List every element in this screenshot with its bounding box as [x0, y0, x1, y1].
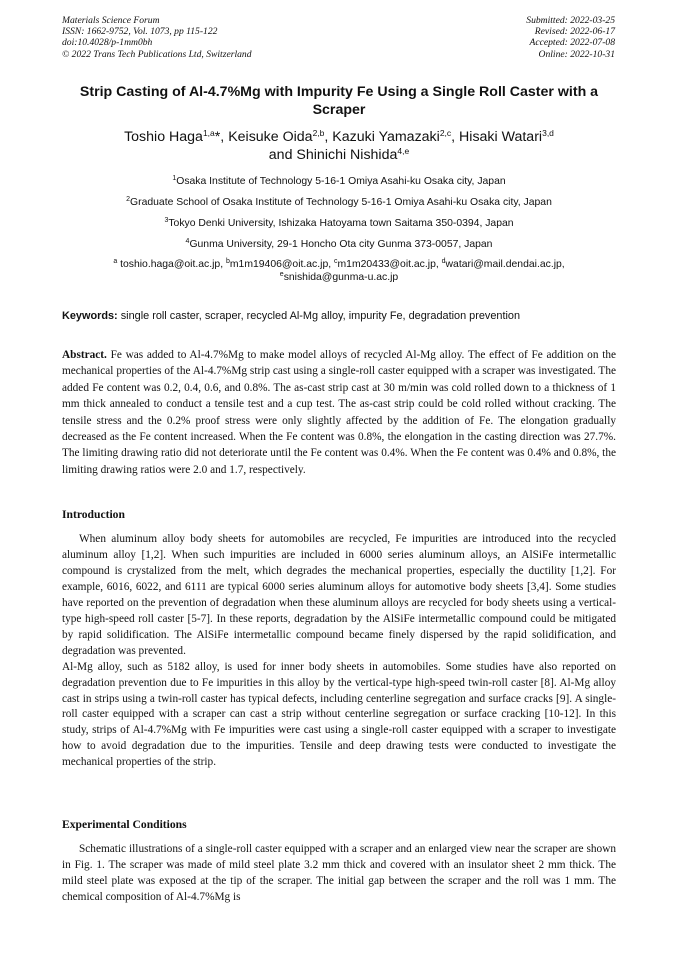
journal-name: Materials Science Forum [62, 15, 160, 26]
email-mark: b [225, 258, 230, 265]
author-name: Keisuke Oida [228, 129, 313, 145]
author-affiliation-mark: 3,d [542, 128, 554, 138]
affiliation-number: 2 [126, 196, 131, 203]
email-list: $^a$ toshio.haga@oit.ac.jp, $^b$m1m19406@oit.ac.jp, $^c$m1m20433@oit.ac.jp, $^d$watari@mail.dendai.ac.jp, $^e$snishida@gunma-u.ac.jp [113, 258, 565, 283]
journal-header-right [526, 15, 615, 60]
paragraph: When aluminum alloy body sheets for automobiles are recycled, Fe impurities are introduced into the recycled aluminum alloy [1,2]. When such impurities are included in 6000 series aluminum alloys, an AlSiFe intermetallic compound is crystalized from the melt, which degrades the mechanical properties, especially the ductility [1,2]. For example, 6016, 6022, and 6111 are typical 6000 series aluminum alloys for automotive body sheets [3,4]. Some studies have reported on the prevention of degradation when these aluminum alloys are recycled for body sheets using a vertical-type high-speed roll caster [5-7]. In these reports, degradation by the AlSiFe intermetallic compound could be mitigated by rapid solidification. The AlSiFe intermetallic compound became finely dispersed by the rapid solidification, and degradation was prevented. [62, 533, 616, 657]
author-separator: *, [214, 129, 229, 145]
experimental-body [62, 842, 616, 952]
author-affiliation-mark: 4,e [397, 146, 410, 156]
email-mark: c [334, 258, 338, 265]
affiliation [62, 237, 616, 258]
section-heading-introduction: Introduction [62, 508, 125, 521]
journal-issn: ISSN: 1662-9752, Vol. 1073, pp 115-122 [62, 26, 218, 38]
introduction-body [62, 532, 616, 771]
author-affiliation-mark: 2,c [439, 128, 452, 138]
section-heading-experimental: Experimental Conditions [62, 818, 187, 831]
affiliation-text: Tokyo Denki University, Ishizaka Hatoyama town Saitama 350-0394, Japan [168, 218, 514, 229]
date-accepted: Accepted: 2022-07-08 [529, 37, 615, 49]
email-address[interactable]: m1m19406@oit.ac.jp [229, 259, 329, 270]
journal-header-left [62, 15, 252, 60]
affiliation-list [62, 174, 616, 284]
abstract-label: Abstract. [62, 349, 107, 361]
date-submitted: Submitted: 2022-03-25 [526, 15, 615, 26]
affiliation-number: 1 [172, 175, 177, 182]
author-list [62, 128, 616, 164]
abstract-text: Fe was added to Al-4.7%Mg to make model alloys of recycled Al-Mg alloy. The effect of Fe addition on the mechanical properties of the Al-4.7%Mg strip cast using a single-roll caster equipped with a scraper was investigated. The added Fe content was 0.2, 0.4, 0.6, and 0.8%. The as-cast strip cast at 30 m/min was cold rolled down to a thickness of 1 mm thick annealed to conduct a tensile test and a cup test. The as-cast strip could be cold rolled without cracking. The tensile stress and the 0.2% proof stress were only slightly affected by the addition of Fe. The elongation gradually decreased as the Fe content increased. When the Fe content was 0.8%, the elongation in the casting direction was 27.7%. The limiting drawing ratio did not deteriorate until the Fe content was 0.4%. When the Fe content was 0.4% and 0.8%, the limiting drawing ratios were 2.0 and 1.7, respectively. [62, 349, 616, 476]
paper-title: Strip Casting of Al-4.7%Mg with Impurity Fe Using a Single Roll Caster with a Scraper [79, 84, 599, 118]
affiliation-number: 4 [185, 238, 190, 245]
author-separator: and [268, 147, 297, 163]
keywords-text: single roll caster, scraper, recycled Al-Mg alloy, impurity Fe, degradation prevention [120, 310, 521, 322]
paragraph: Al-Mg alloy, such as 5182 alloy, is used for inner body sheets in automobiles. Some studies have also reported on degradation prevention due to Fe impurities in this alloy by the vertical-type high-speed twin-roll caster [8]. Al-Mg alloy cast in strips using a twin-roll caster has typical defects, including centerline segregation and surface cracks [9]. A single-roll caster equipped with a scraper can cast a strip without centerline segregation or surface cracking [10-12]. In this study, strips of Al-4.7%Mg with Fe impurities were cast using a single-roll caster equipped with a scraper to investigate how to avoid degradation due to the impurities. Tensile and deep drawing tests were conducted to investigate the mechanical properties of the strip. [62, 660, 616, 769]
author-name: Kazuki Yamazaki [332, 129, 440, 145]
date-revised: Revised: 2022-06-17 [534, 26, 615, 38]
date-online: Online: 2022-10-31 [538, 48, 615, 60]
email-mark: e [279, 271, 284, 278]
email-address[interactable]: m1m20433@oit.ac.jp [337, 259, 436, 270]
journal-doi: doi:10.4028/p-1mm0bh [62, 37, 153, 49]
abstract [62, 347, 616, 478]
keywords [62, 309, 616, 323]
author-name: Toshio Haga [124, 129, 203, 145]
keywords-label: Keywords: [62, 310, 118, 322]
author-affiliation-mark: 1,a [202, 128, 215, 138]
paragraph: Schematic illustrations of a single-roll caster equipped with a scraper and an enlarged view near the scraper are shown in Fig. 1. The scraper was made of mild steel plate 3.2 mm thick and covered with an insulator sheet 2 mm thick. The mild steel plate was exposed at the tip of the scraper. The initial gap between the scraper and the roll was 1 mm. The chemical composition of Al-4.7%Mg is [62, 843, 616, 903]
author-name: Hisaki Watari [459, 129, 543, 145]
journal-copyright: © 2022 Trans Tech Publications Ltd, Switzerland [62, 48, 252, 60]
affiliation-text: Graduate School of Osaka Institute of Technology 5-16-1 Omiya Asahi-ku Osaka city, Japan [130, 197, 552, 208]
affiliation-text: Osaka Institute of Technology 5-16-1 Omiya Asahi-ku Osaka city, Japan [176, 176, 506, 187]
author-name: Shinichi Nishida [296, 147, 398, 163]
email-address[interactable]: snishida@gunma-u.ac.jp [283, 272, 399, 283]
email-mark: d [441, 258, 446, 265]
author-separator: , [324, 129, 333, 145]
affiliation [62, 174, 616, 195]
author-affiliation-mark: 2,b [312, 128, 325, 138]
affiliation [62, 195, 616, 216]
email-address[interactable]: watari@mail.dendai.ac.jp [445, 259, 562, 270]
email-address[interactable]: toshio.haga@oit.ac.jp [120, 259, 221, 270]
affiliation-number: 3 [164, 217, 169, 224]
affiliation [62, 216, 616, 237]
email-mark: a [113, 258, 118, 265]
affiliation-text: Gunma University, 29-1 Honcho Ota city Gunma 373-0057, Japan [189, 239, 493, 250]
author-separator: , [451, 129, 460, 145]
